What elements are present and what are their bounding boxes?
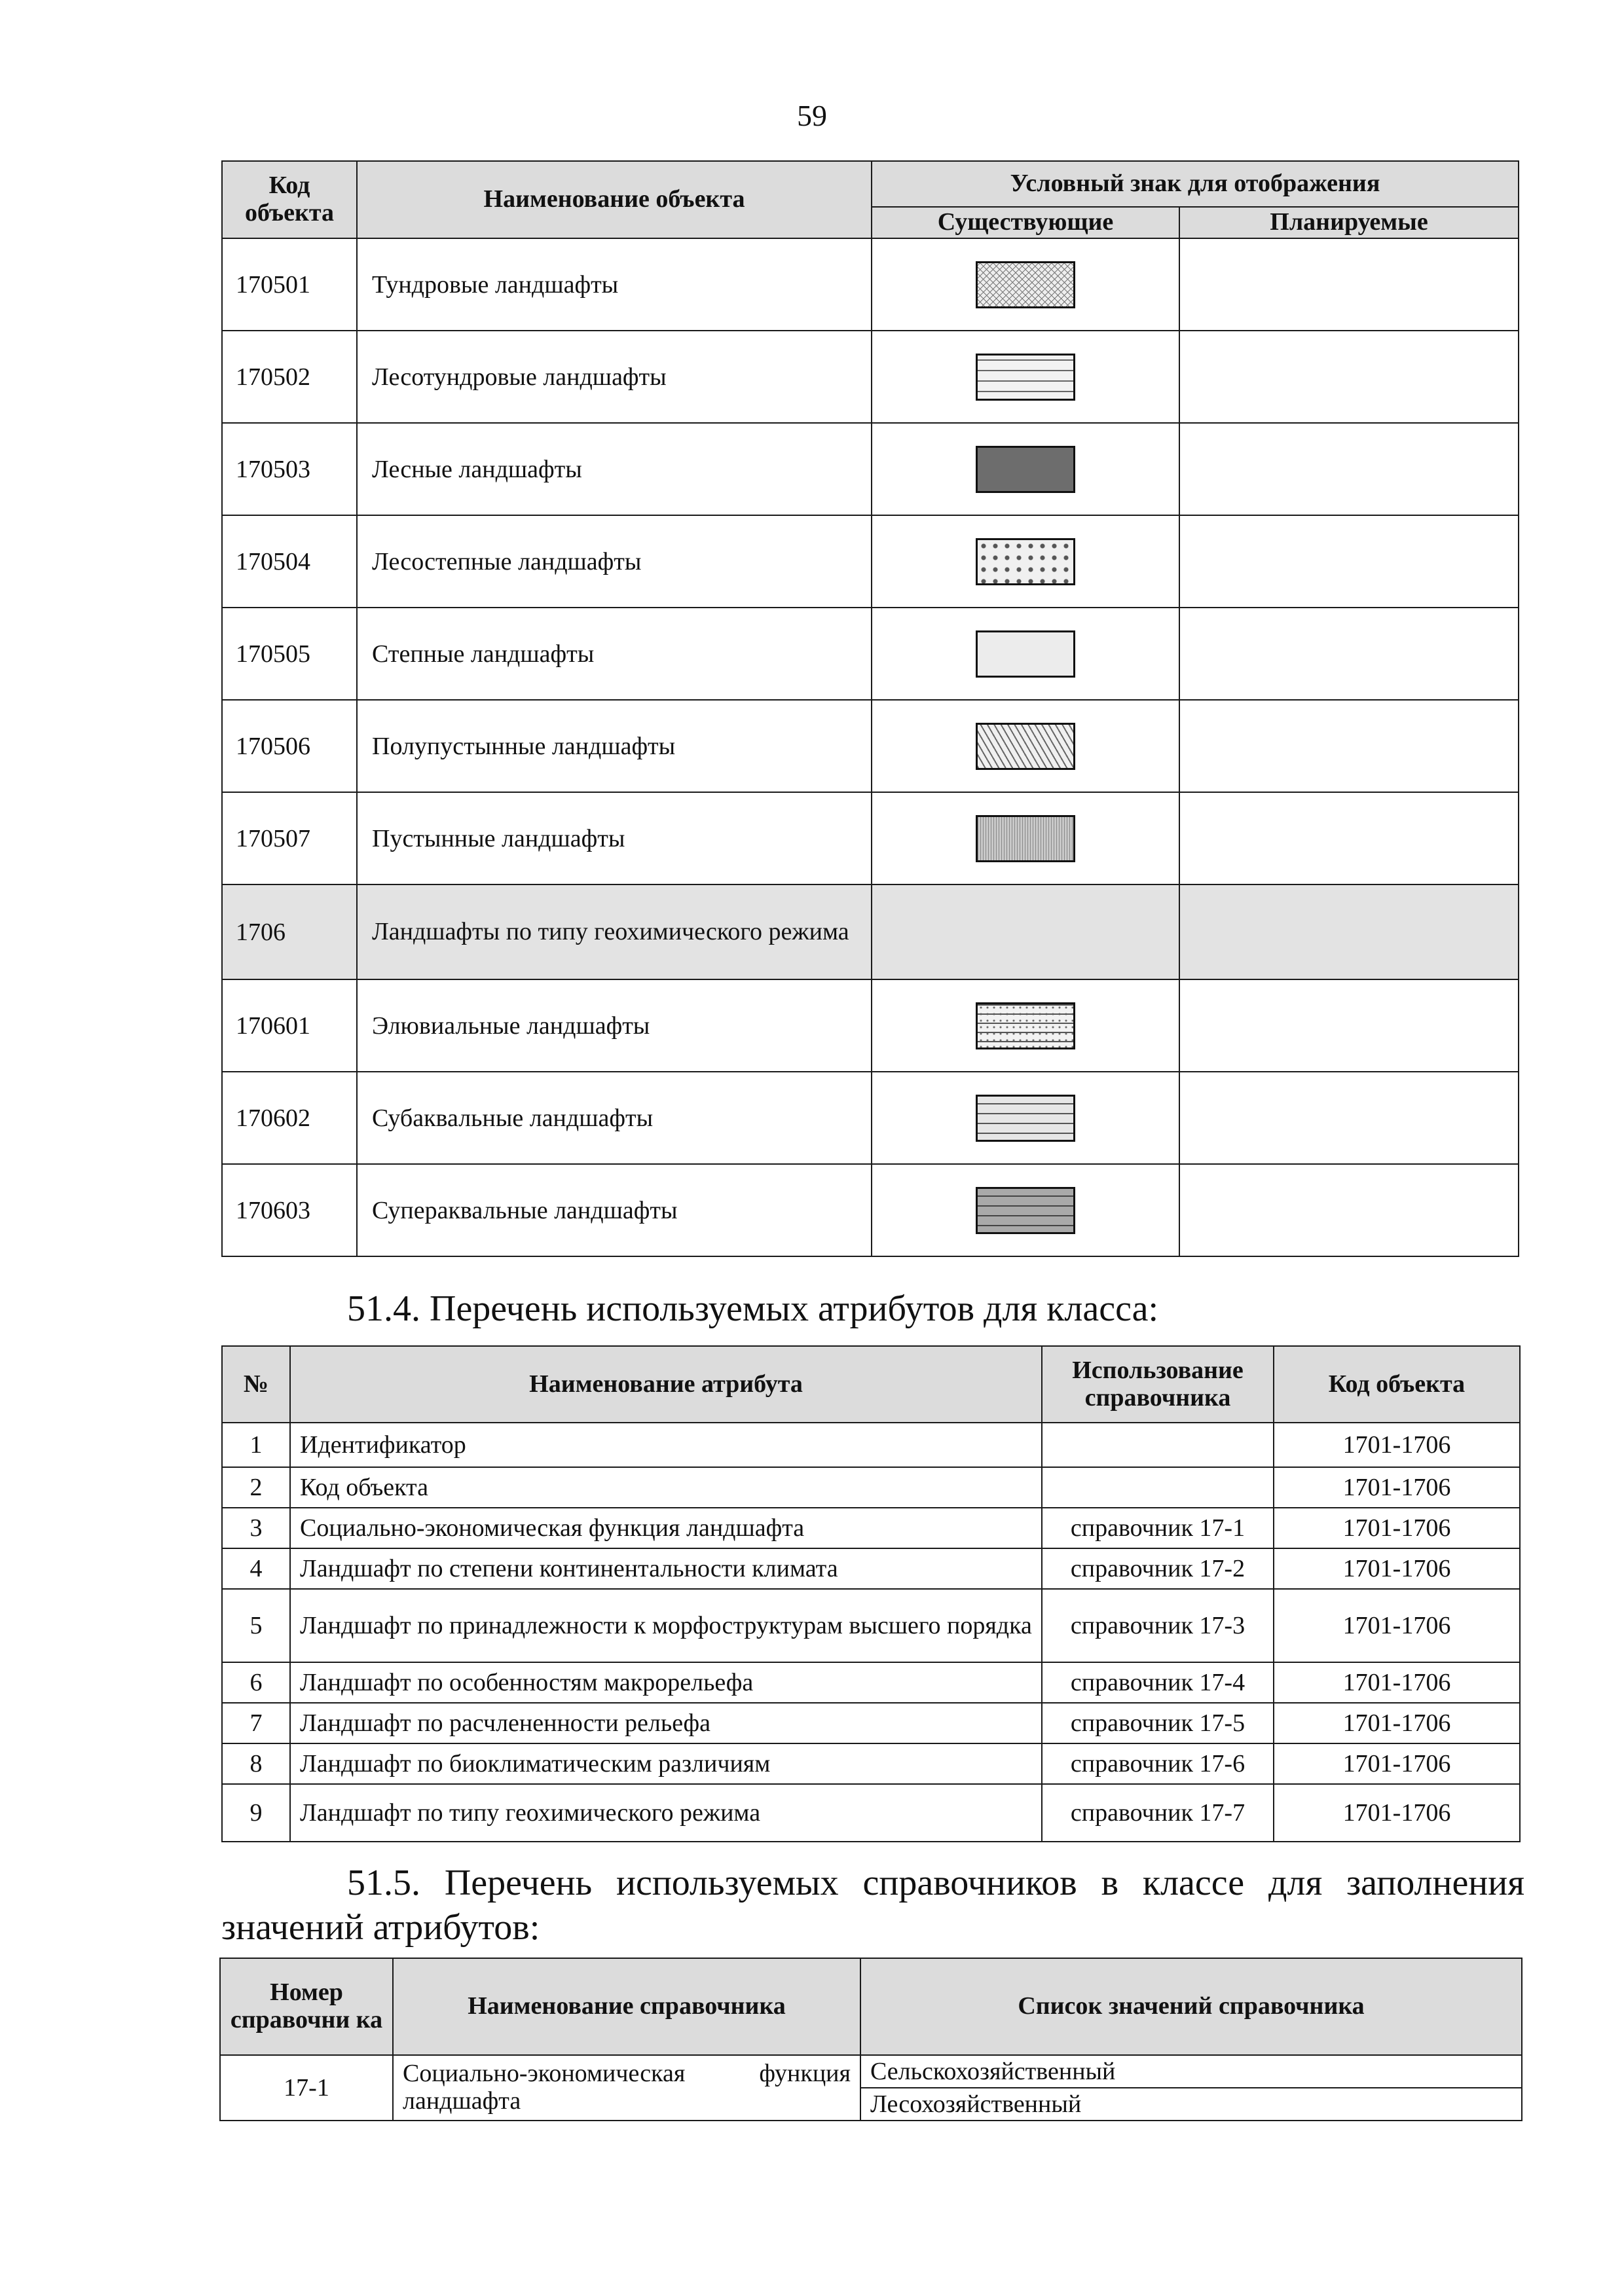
object-code: 170603 — [222, 1164, 357, 1256]
table-row-group — [222, 884, 1519, 979]
desert-symbol — [976, 815, 1075, 862]
object-code: 170507 — [222, 792, 357, 884]
attribute-number: 9 — [222, 1784, 290, 1842]
header-object-code: Код объекта — [222, 161, 357, 238]
planned-cell — [1179, 792, 1519, 884]
header-reference-values: Список значений справочника — [860, 1958, 1522, 2055]
attribute-object-code: 1701-1706 — [1274, 1662, 1520, 1703]
attribute-reference: справочник 17-5 — [1042, 1703, 1274, 1743]
forest-steppe-symbol — [976, 538, 1075, 585]
attribute-reference: справочник 17-2 — [1042, 1548, 1274, 1589]
table-row — [222, 700, 1519, 792]
table-row — [222, 979, 1519, 1072]
table-row — [222, 423, 1519, 515]
object-code: 170502 — [222, 331, 357, 423]
attribute-name: Ландшафт по биоклиматическим различиям — [290, 1743, 1042, 1784]
table-row — [222, 1662, 1520, 1703]
attribute-number: 2 — [222, 1467, 290, 1508]
attribute-name: Код объекта — [290, 1467, 1042, 1508]
superaqual-symbol — [976, 1187, 1075, 1234]
object-name: Лесные ландшафты — [357, 423, 872, 515]
table-row — [222, 238, 1519, 331]
table-row — [222, 608, 1519, 700]
table-row — [222, 1508, 1520, 1548]
attribute-number: 7 — [222, 1703, 290, 1743]
attribute-reference: справочник 17-4 — [1042, 1662, 1274, 1703]
header-existing: Существующие — [872, 207, 1179, 238]
reference-value: Сельскохозяйственный — [860, 2055, 1522, 2088]
section-heading-51-5: 51.5. Перечень используемых справочников в классе для заполнения значений атрибутов: — [221, 1863, 1524, 1948]
attribute-object-code: 1701-1706 — [1274, 1703, 1520, 1743]
symbol-cell — [872, 423, 1179, 515]
tundra-symbol — [976, 261, 1075, 308]
planned-cell — [1179, 608, 1519, 700]
attribute-number: 5 — [222, 1589, 290, 1662]
symbol-cell — [872, 1072, 1179, 1164]
object-code: 1706 — [222, 884, 357, 979]
attribute-reference: справочник 17-1 — [1042, 1508, 1274, 1548]
table-row — [222, 1784, 1520, 1842]
planned-cell — [1179, 515, 1519, 608]
table-row — [222, 1423, 1520, 1467]
attribute-number: 4 — [222, 1548, 290, 1589]
symbol-cell — [872, 331, 1179, 423]
object-code: 170503 — [222, 423, 357, 515]
object-name: Субаквальные ландшафты — [357, 1072, 872, 1164]
references-table — [219, 1958, 1522, 2121]
reference-name: Социально-экономическая функция ландшафта — [393, 2055, 860, 2121]
eluvial-symbol — [976, 1002, 1075, 1049]
reference-value: Лесохозяйственный — [860, 2088, 1522, 2121]
attribute-name: Идентификатор — [290, 1423, 1042, 1467]
attribute-number: 1 — [222, 1423, 290, 1467]
forest-tundra-symbol — [976, 354, 1075, 401]
attribute-number: 6 — [222, 1662, 290, 1703]
header-number: № — [222, 1346, 290, 1423]
object-name: Тундровые ландшафты — [357, 238, 872, 331]
table-row — [222, 1743, 1520, 1784]
header-reference-name: Наименование справочника — [393, 1958, 860, 2055]
header-symbol: Условный знак для отображения — [872, 161, 1519, 207]
table-row — [222, 1548, 1520, 1589]
attribute-number: 8 — [222, 1743, 290, 1784]
forest-symbol — [976, 446, 1075, 493]
symbol-cell — [872, 700, 1179, 792]
table-row — [222, 331, 1519, 423]
attribute-name: Социально-экономическая функция ландшафта — [290, 1508, 1042, 1548]
attribute-object-code: 1701-1706 — [1274, 1743, 1520, 1784]
object-code: 170501 — [222, 238, 357, 331]
attribute-object-code: 1701-1706 — [1274, 1423, 1520, 1467]
attribute-reference — [1042, 1467, 1274, 1508]
header-object-name: Наименование объекта — [357, 161, 872, 238]
symbol-cell — [872, 1164, 1179, 1256]
object-name: Полупустынные ландшафты — [357, 700, 872, 792]
attribute-reference: справочник 17-3 — [1042, 1589, 1274, 1662]
table-row — [222, 792, 1519, 884]
symbol-cell — [872, 884, 1179, 979]
steppe-symbol — [976, 630, 1075, 678]
header-object-code: Код объекта — [1274, 1346, 1520, 1423]
object-code: 170506 — [222, 700, 357, 792]
header-reference-number: Номер справочни ка — [220, 1958, 393, 2055]
symbol-cell — [872, 979, 1179, 1072]
header-attribute-name: Наименование атрибута — [290, 1346, 1042, 1423]
table-row — [220, 2055, 1522, 2088]
header-reference-usage: Использование справочника — [1042, 1346, 1274, 1423]
table-row — [222, 1703, 1520, 1743]
table-row — [222, 515, 1519, 608]
object-name: Степные ландшафты — [357, 608, 872, 700]
object-name: Элювиальные ландшафты — [357, 979, 872, 1072]
attribute-object-code: 1701-1706 — [1274, 1467, 1520, 1508]
planned-cell — [1179, 884, 1519, 979]
attribute-name: Ландшафт по принадлежности к морфоструктурам высшего порядка — [290, 1589, 1042, 1662]
table-row — [222, 1589, 1520, 1662]
object-name: Пустынные ландшафты — [357, 792, 872, 884]
object-name: Лесотундровые ландшафты — [357, 331, 872, 423]
attribute-object-code: 1701-1706 — [1274, 1589, 1520, 1662]
attribute-number: 3 — [222, 1508, 290, 1548]
attribute-object-code: 1701-1706 — [1274, 1508, 1520, 1548]
attributes-table — [221, 1345, 1521, 1842]
attribute-reference — [1042, 1423, 1274, 1467]
objects-table — [221, 160, 1519, 1257]
planned-cell — [1179, 1072, 1519, 1164]
section-heading-51-4: 51.4. Перечень используемых атрибутов для класса: — [347, 1288, 1159, 1329]
object-name: Лесостепные ландшафты — [357, 515, 872, 608]
object-code: 170505 — [222, 608, 357, 700]
object-name: Ландшафты по типу геохимического режима — [357, 884, 872, 979]
attribute-reference: справочник 17-6 — [1042, 1743, 1274, 1784]
object-code: 170602 — [222, 1072, 357, 1164]
table-row — [222, 1467, 1520, 1508]
attribute-name: Ландшафт по типу геохимического режима — [290, 1784, 1042, 1842]
planned-cell — [1179, 331, 1519, 423]
header-planned: Планируемые — [1179, 207, 1519, 238]
table-row — [222, 1072, 1519, 1164]
attribute-name: Ландшафт по степени континентальности климата — [290, 1548, 1042, 1589]
object-code: 170601 — [222, 979, 357, 1072]
attribute-object-code: 1701-1706 — [1274, 1548, 1520, 1589]
planned-cell — [1179, 238, 1519, 331]
attribute-name: Ландшафт по особенностям макрорельефа — [290, 1662, 1042, 1703]
object-code: 170504 — [222, 515, 357, 608]
reference-number: 17-1 — [220, 2055, 393, 2121]
planned-cell — [1179, 1164, 1519, 1256]
semi-desert-symbol — [976, 723, 1075, 770]
symbol-cell — [872, 515, 1179, 608]
table-row — [222, 1164, 1519, 1256]
planned-cell — [1179, 423, 1519, 515]
page-number: 59 — [797, 99, 827, 132]
symbol-cell — [872, 792, 1179, 884]
symbol-cell — [872, 608, 1179, 700]
attribute-reference: справочник 17-7 — [1042, 1784, 1274, 1842]
symbol-cell — [872, 238, 1179, 331]
attribute-object-code: 1701-1706 — [1274, 1784, 1520, 1842]
subaqual-symbol — [976, 1095, 1075, 1142]
planned-cell — [1179, 979, 1519, 1072]
object-name: Супераквальные ландшафты — [357, 1164, 872, 1256]
planned-cell — [1179, 700, 1519, 792]
attribute-name: Ландшафт по расчлененности рельефа — [290, 1703, 1042, 1743]
